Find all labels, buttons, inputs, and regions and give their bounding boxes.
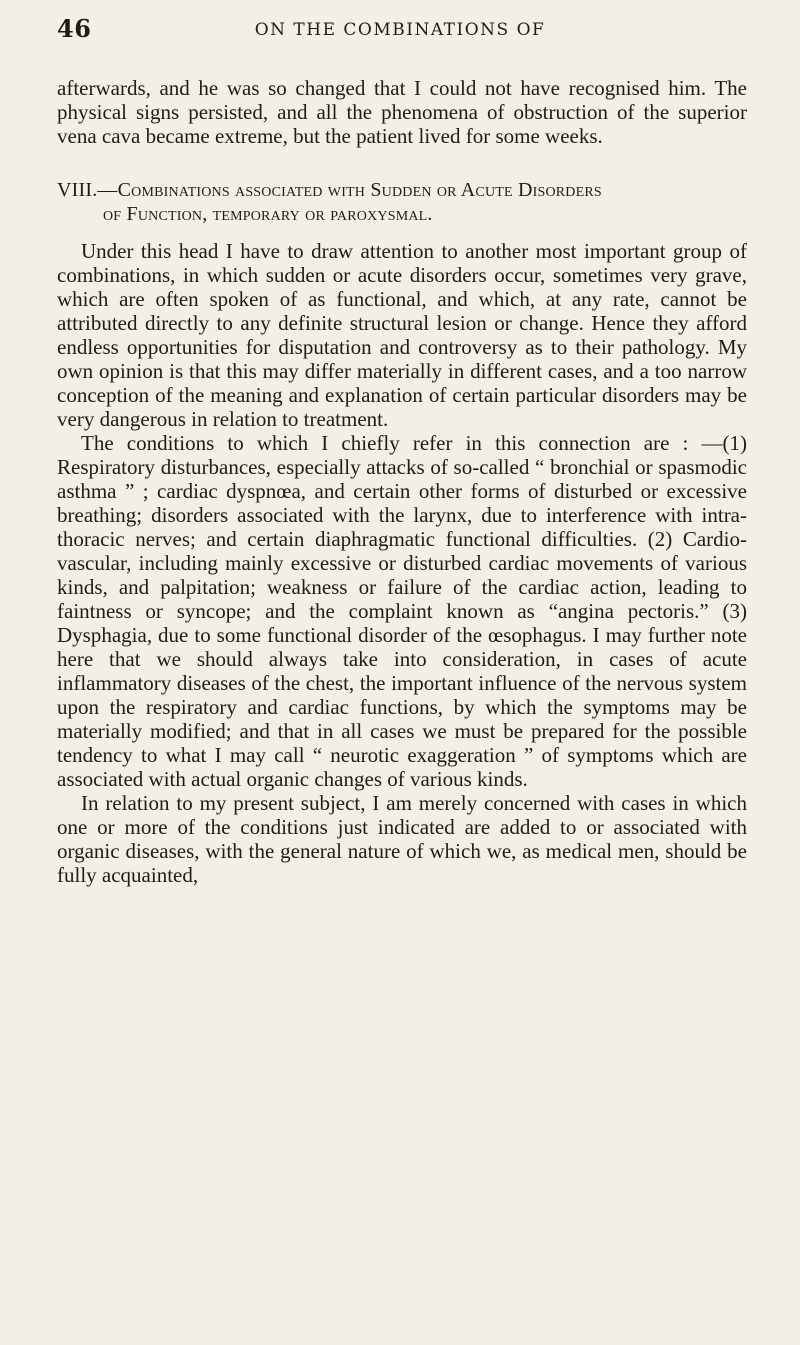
paragraph-2: The conditions to which I chiefly refer in this connection are : —(1) Respiratory disturbances, especially attacks of so-called “ bronchial or spasmodic asthma ” ; cardiac dyspnœa, and certain other forms of disturbed or excessive breathing; disorders associated with the larynx, due to interference with intra-thoracic nerves; and certain diaphragmatic functional difficulties. (2) Cardio-vascular, including mainly excessive or disturbed cardiac movements of various kinds, and palpitation; weakness or failure of the cardiac action, leading to faintness or syncope; and the complaint known as “angina pectoris.” (3) Dysphagia, due to some functional disorder of the œsophagus. I may further note here that we should always take into consideration, in cases of acute inflammatory diseases of the chest, the important influence of the nervous system upon the respiratory and cardiac functions, by which the symptoms may be materially modified; and that in all cases we must be prepared for the possible tendency to what I may call “ neurotic exaggeration ” of symptoms which are associated with actual organic changes of various kinds. [57,431,747,791]
body-text [57,239,747,887]
section-heading-line-2: of Function, temporary or paroxysmal. [103,203,433,225]
paragraph-3: In relation to my present subject, I am merely concerned with cases in which one or more of the conditions just indicated are added to or associated with organic diseases, with the general nature of which we, as medical men, should be fully acquainted, [57,791,747,887]
page-number: 46 [57,14,92,43]
intro-paragraph: afterwards, and he was so changed that I could not have recognised him. The physical signs persisted, and all the phenomena of obstruction of the superior vena cava became extreme, but the patient lived for some weeks. [57,76,747,148]
running-head: ON THE COMBINATIONS OF [254,20,546,40]
section-heading [57,178,747,226]
section-heading-line-1: VIII.—Combinations associated with Sudden or Acute Disorders [57,179,602,201]
paragraph-1: Under this head I have to draw attention to another most important group of combinations, in which sudden or acute disorders occur, sometimes very grave, which are often spoken of as functional, and which, at any rate, cannot be attributed directly to any definite structural lesion or change. Hence they afford endless opportunities for disputation and controversy as to their pathology. My own opinion is that this may differ materially in different cases, and a too narrow conception of the meaning and explanation of certain particular disorders may be very dangerous in relation to treatment. [57,239,747,431]
